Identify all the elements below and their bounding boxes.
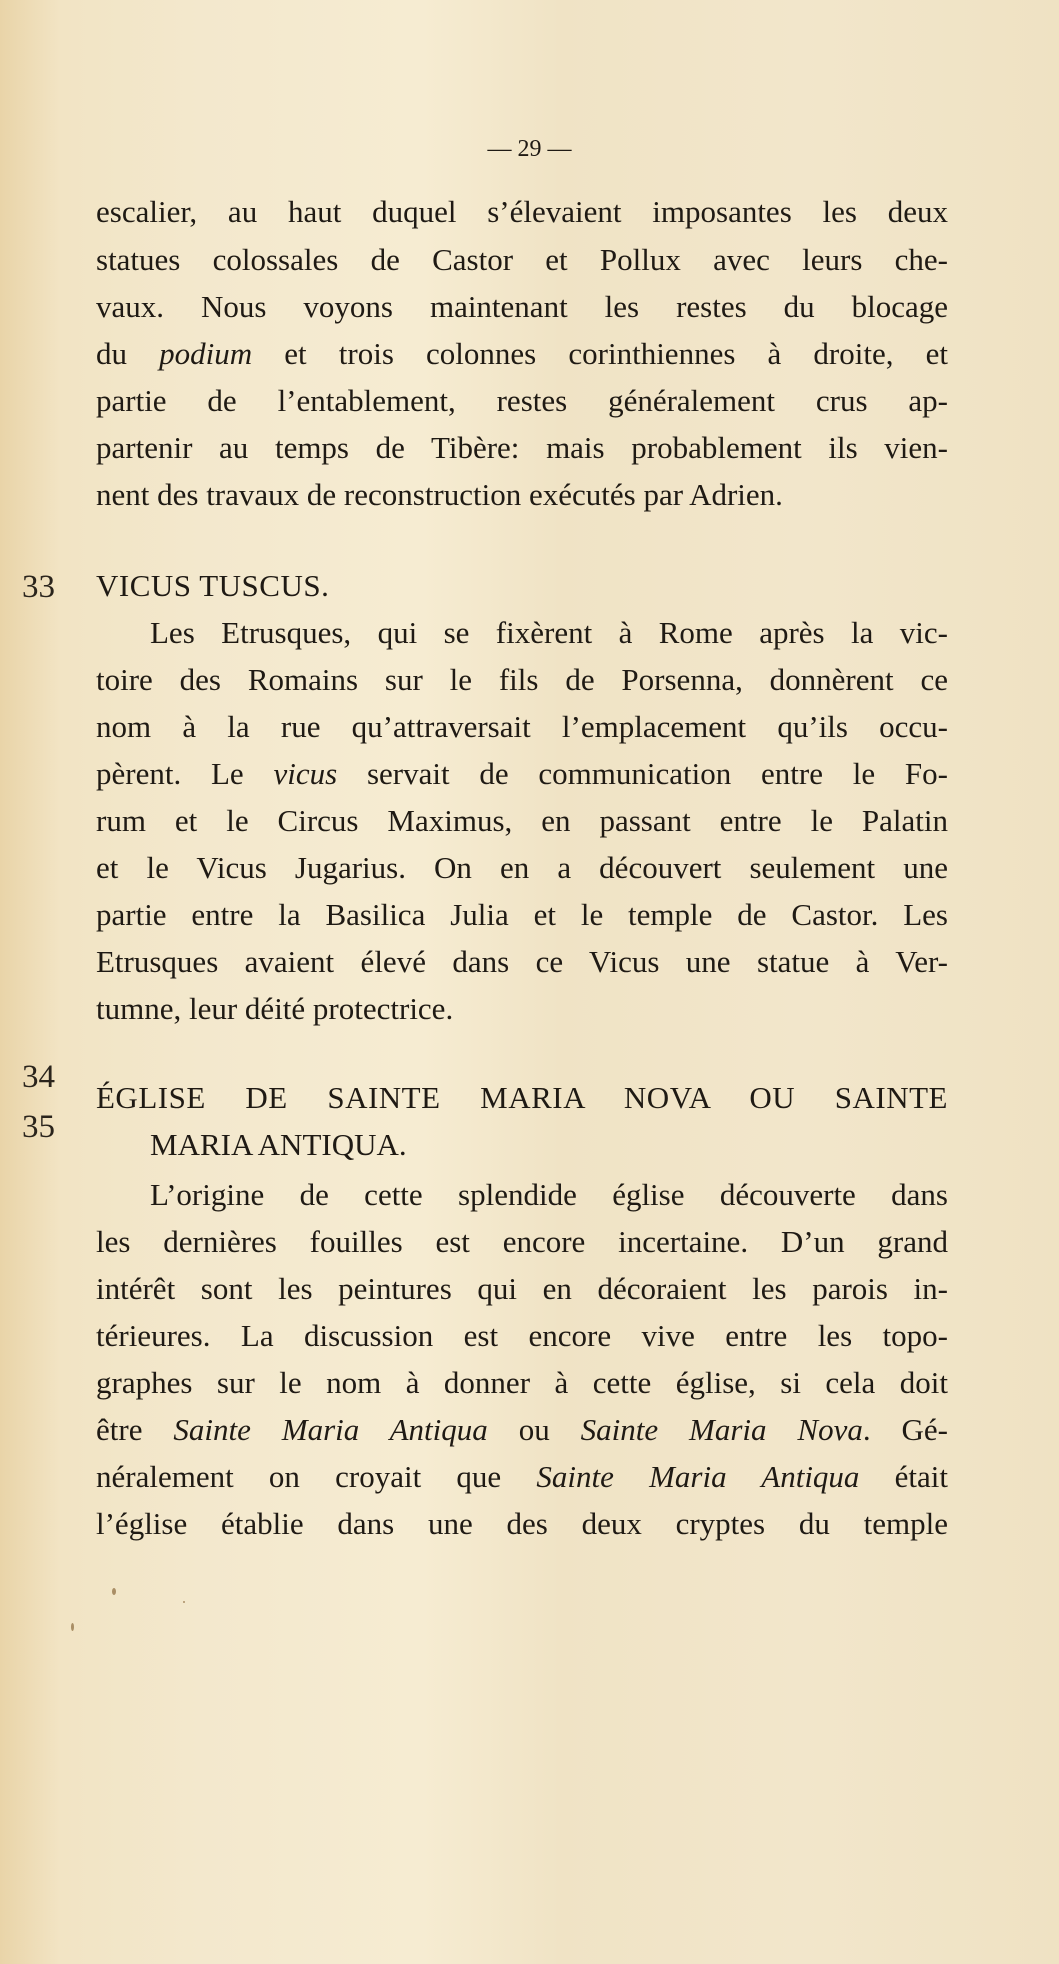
text-line (96, 334, 948, 374)
text-run: était (859, 1459, 949, 1494)
text-line (96, 1410, 948, 1450)
section-heading: ÉGLISE DE SAINTE MARIA NOVA OU SAINTE (96, 1080, 948, 1115)
text-run: ou (487, 1412, 581, 1447)
text-line: statues colossales de Castor et Pollux avec leurs che- (96, 242, 948, 277)
page-number: — 29 — (487, 136, 572, 162)
text-run: être (96, 1412, 174, 1447)
margin-number: 35 (22, 1109, 55, 1145)
text-line: Etrusques avaient élevé dans ce Vicus une statue à Ver- (96, 944, 948, 979)
text-line: intérêt sont les peintures qui en décoraient les parois in- (96, 1271, 948, 1306)
text-line: nent des travaux de reconstruction exécutés par Adrien. (96, 477, 783, 512)
text-line: L’origine de cette splendide église découverte dans (150, 1177, 948, 1212)
text-line: escalier, au haut duquel s’élevaient imposantes les deux (96, 194, 948, 229)
section-heading: VICUS TUSCUS. (96, 568, 330, 603)
text-line (96, 754, 948, 794)
paper-speck (183, 1601, 185, 1603)
text-line: toire des Romains sur le fils de Porsenna, donnèrent ce (96, 662, 948, 697)
text-line: rum et le Circus Maximus, en passant entre le Palatin (96, 803, 948, 838)
text-line: Les Etrusques, qui se fixèrent à Rome après la vic- (150, 615, 948, 650)
italic-term: Sainte Maria Nova (580, 1412, 863, 1447)
text-line: partie entre la Basilica Julia et le temple de Castor. Les (96, 897, 948, 932)
italic-term: Sainte Maria Antiqua (536, 1459, 860, 1494)
paper-speck (71, 1623, 74, 1631)
margin-number: 34 (22, 1059, 55, 1095)
text-run: du (96, 336, 160, 371)
section-heading-continued: MARIA ANTIQUA. (150, 1127, 407, 1162)
text-line: partenir au temps de Tibère: mais probablement ils vien- (96, 430, 948, 465)
text-run: et trois colonnes corinthiennes à droite, et (252, 336, 948, 371)
text-run: servait de communication entre le Fo- (337, 756, 948, 791)
text-line: vaux. Nous voyons maintenant les restes du blocage (96, 289, 948, 324)
italic-term-vicus: vicus (273, 756, 338, 791)
text-line (96, 1457, 948, 1497)
text-run: néralement on croyait que (96, 1459, 537, 1494)
text-run: pèrent. Le (96, 756, 274, 791)
text-line: l’église établie dans une des deux cryptes du temple (96, 1506, 948, 1541)
text-run: . Gé- (862, 1412, 949, 1447)
paper-speck (112, 1588, 116, 1595)
text-line: et le Vicus Jugarius. On en a découvert seulement une (96, 850, 948, 885)
text-line: graphes sur le nom à donner à cette église, si cela doit (96, 1365, 948, 1400)
italic-term-podium: podium (159, 336, 253, 371)
italic-term: Sainte Maria Antiqua (173, 1412, 488, 1447)
text-line: les dernières fouilles est encore incertaine. D’un grand (96, 1224, 948, 1259)
text-line: partie de l’entablement, restes généralement crus ap- (96, 383, 948, 418)
margin-number: 33 (22, 569, 55, 605)
text-line: tumne, leur déité protectrice. (96, 991, 454, 1026)
text-line: térieures. La discussion est encore vive entre les topo- (96, 1318, 948, 1353)
text-line: nom à la rue qu’attraversait l’emplacement qu’ils occu- (96, 709, 948, 744)
